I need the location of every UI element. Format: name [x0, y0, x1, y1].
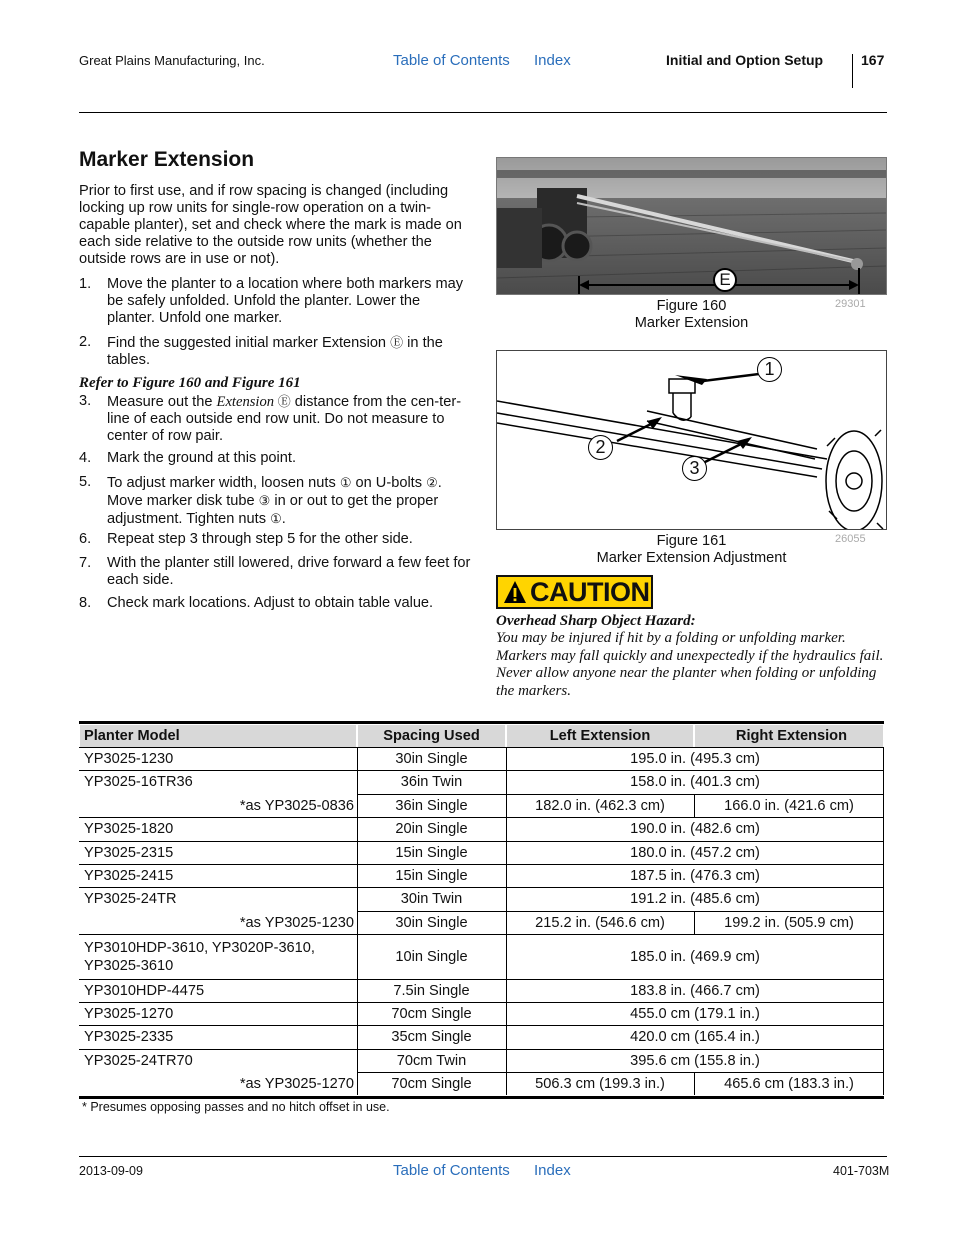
step-3: [79, 393, 471, 445]
table-cell-spacing: 70cm Twin: [396, 1052, 467, 1069]
table-cell-spacing: 15in Single: [395, 844, 468, 861]
table-column-divider: [357, 841, 358, 864]
step-8: [79, 595, 471, 612]
table-cell-right-extension: 199.2 in. (505.9 cm): [724, 914, 854, 931]
step-text: With the planter still lowered, drive forward a few feet for each side.: [107, 555, 471, 588]
table-header-cell: Planter Model: [80, 725, 356, 747]
table-cell-extension: 195.0 in. (495.3 cm): [630, 750, 760, 767]
step-number: 6.: [79, 531, 92, 547]
table-column-divider: [506, 794, 507, 817]
callout-e-symbol: Ⓔ: [274, 394, 291, 409]
table-column-divider: [506, 1002, 507, 1025]
table-column-divider: [694, 1072, 695, 1095]
step-number: 2.: [79, 334, 92, 350]
table-column-divider: [506, 934, 507, 979]
footer-index-link[interactable]: Index: [534, 1162, 571, 1179]
table-column-divider: [357, 934, 358, 979]
hazard-text: You may be injured if hit by a folding or unfolding marker. Markers may fall quickly and unexpectedly if the hydraulics fail. Never allow anyone near the planter when folding or unfolding the markers.: [496, 630, 884, 699]
step-text-part: in or out to get the proper adjustment. Tighten nuts: [107, 493, 439, 527]
page-title: Marker Extension: [79, 148, 255, 171]
callout-e-badge: E: [713, 268, 737, 292]
figure-161-id: 26055: [835, 533, 866, 545]
table-cell-model: YP3010HDP-4475: [84, 982, 205, 999]
table-cell-model: YP3025-1820: [84, 821, 174, 837]
table-column-divider: [357, 770, 358, 794]
step-text-part: distance from the cen-ter-line of each outside end row unit. Do not measure to center of row pair.: [107, 394, 462, 444]
table-cell-spacing: 36in Twin: [400, 774, 463, 790]
table-header-cell: Spacing Used: [358, 725, 505, 747]
table-cell-spacing: 36in Single: [395, 797, 468, 814]
step-2: [79, 334, 471, 369]
table-column-divider: [883, 887, 884, 911]
planter-marker-photo: [497, 158, 887, 295]
table-column-divider: [506, 817, 507, 841]
step-text-part: To adjust marker width, loosen nuts: [107, 475, 340, 491]
table-cell-right-extension: 166.0 in. (421.6 cm): [724, 797, 854, 814]
table-column-divider: [694, 911, 695, 934]
step-number: 5.: [79, 474, 92, 490]
table-column-divider: [357, 1025, 358, 1049]
table-cell-spacing: 30in Single: [395, 750, 468, 767]
warning-triangle-icon: [502, 577, 528, 607]
table-column-divider: [357, 1049, 358, 1072]
table-column-divider: [694, 794, 695, 817]
table-column-divider: [883, 841, 884, 864]
table-cell-model: YP3010HDP-3610, YP3020P-3610, YP3025-3610: [84, 939, 315, 974]
step-number: 1.: [79, 276, 92, 292]
table-cell-model: YP3025-1230: [84, 750, 174, 767]
table-cell-model: YP3025-2415: [84, 867, 174, 884]
footer-date: 2013-09-09: [79, 1164, 143, 1178]
section-title: Initial and Option Setup: [666, 52, 824, 68]
table-column-divider: [883, 747, 884, 770]
step-7: [79, 555, 471, 589]
footer-doc-number: 401-703M: [833, 1164, 890, 1178]
intro-paragraph: Prior to first use, and if row spacing is changed (including locking up row units for single-row operation on a twin-capable planter), set and check where the mark is made on each side relative to the outside row units (whether the outside rows are in use or not).: [79, 183, 462, 267]
step-text-part: Measure out the: [107, 394, 217, 410]
table-cell-model: *as YP3025-1230: [239, 914, 354, 931]
table-column-divider: [357, 979, 358, 1002]
table-column-divider: [506, 747, 507, 770]
table-column-divider: [506, 864, 507, 887]
table-column-divider: [883, 911, 884, 934]
table-cell-left-extension: 506.3 cm (199.3 in.): [535, 1075, 665, 1092]
footer-table-of-contents-link[interactable]: Table of Contents: [393, 1162, 510, 1179]
table-cell-left-extension: 215.2 in. (546.6 cm): [535, 914, 665, 931]
step-number: 7.: [79, 555, 92, 571]
callout-1-symbol: ①: [270, 511, 282, 526]
hazard-title: Overhead Sharp Object Hazard:: [496, 613, 696, 629]
callout-2-badge: 2: [588, 435, 613, 460]
step-5: [79, 474, 471, 528]
table-cell-extension: 190.0 in. (482.6 cm): [630, 821, 760, 837]
figure-160-caption: Marker Extension: [634, 315, 749, 331]
step-text-part: . Move marker disk tube: [107, 475, 442, 509]
callout-e-symbol: Ⓔ: [390, 335, 404, 350]
table-column-divider: [357, 747, 358, 770]
step-text: Check mark locations. Adjust to obtain table value.: [107, 595, 434, 611]
table-column-divider: [883, 1025, 884, 1049]
table-column-divider: [357, 864, 358, 887]
callout-2-symbol: ②: [426, 475, 438, 490]
table-cell-extension: 420.0 cm (165.4 in.): [630, 1029, 760, 1045]
caution-label: [496, 575, 653, 609]
table-cell-spacing: 70cm Single: [391, 1005, 472, 1022]
table-cell-model: *as YP3025-1270: [239, 1075, 354, 1092]
table-cell-spacing: 35cm Single: [391, 1029, 472, 1045]
table-cell-right-extension: 465.6 cm (183.3 in.): [724, 1075, 854, 1092]
table-bottom-rule: [79, 1096, 884, 1099]
header-divider: [852, 54, 853, 88]
table-header-cell: Left Extension: [507, 725, 693, 747]
table-cell-extension: 455.0 cm (179.1 in.): [630, 1005, 760, 1022]
step-text-part: Find the suggested initial marker Extension: [107, 335, 391, 351]
index-link[interactable]: Index: [534, 52, 571, 69]
table-cell-extension: 185.0 in. (469.9 cm): [630, 948, 760, 965]
callout-1-badge: 1: [757, 357, 782, 382]
table-column-divider: [357, 794, 358, 817]
company-name: Great Plains Manufacturing, Inc.: [79, 53, 265, 68]
table-column-divider: [506, 841, 507, 864]
table-cell-extension: 395.6 cm (155.8 in.): [630, 1052, 760, 1069]
extension-term: Extension: [216, 394, 275, 410]
table-column-divider: [506, 911, 507, 934]
table-cell-model: YP3025-16TR36: [84, 774, 193, 790]
step-text-part: on U-bolts: [351, 475, 427, 491]
table-top-rule: [79, 721, 884, 724]
table-cell-spacing: 10in Single: [395, 948, 468, 965]
table-cell-spacing: 70cm Single: [391, 1075, 472, 1092]
step-4: [79, 450, 471, 467]
table-cell-spacing: 30in Twin: [400, 891, 463, 907]
table-column-divider: [883, 770, 884, 794]
table-cell-extension: 180.0 in. (457.2 cm): [630, 844, 760, 861]
step-number: 4.: [79, 450, 92, 466]
table-cell-extension: 191.2 in. (485.6 cm): [630, 891, 760, 907]
figure-160-photo: [496, 157, 887, 295]
table-column-divider: [506, 887, 507, 911]
step-text: [79, 393, 471, 445]
callout-3-badge: 3: [682, 456, 707, 481]
table-column-divider: [506, 979, 507, 1002]
table-footnote: * Presumes opposing passes and no hitch offset in use.: [82, 1100, 390, 1114]
table-cell-extension: 158.0 in. (401.3 cm): [630, 774, 760, 790]
figure-160-id: 29301: [835, 298, 866, 310]
step-number: 8.: [79, 595, 92, 611]
table-cell-model: *as YP3025-0836: [239, 797, 354, 814]
table-column-divider: [506, 1025, 507, 1049]
callout-1-symbol: ①: [339, 475, 352, 490]
table-cell-extension: 187.5 in. (476.3 cm): [630, 867, 760, 884]
caution-word: CAUTION: [530, 576, 650, 607]
callout-3-symbol: ③: [258, 493, 271, 508]
table-column-divider: [506, 770, 507, 794]
table-column-divider: [883, 794, 884, 817]
table-cell-extension: 183.8 in. (466.7 cm): [630, 982, 760, 999]
table-column-divider: [883, 817, 884, 841]
table-column-divider: [357, 1072, 358, 1095]
table-cell-left-extension: 182.0 in. (462.3 cm): [535, 797, 665, 814]
table-cell-spacing: 20in Single: [395, 821, 468, 837]
table-column-divider: [357, 887, 358, 911]
table-header-cell: Right Extension: [695, 725, 883, 747]
table-column-divider: [883, 1002, 884, 1025]
step-text: Mark the ground at this point.: [107, 450, 297, 466]
table-cell-model: YP3025-2315: [84, 844, 174, 861]
table-column-divider: [883, 1049, 884, 1072]
table-cell-spacing: 7.5in Single: [393, 982, 470, 999]
table-cell-spacing: 15in Single: [395, 867, 468, 884]
step-1: [79, 276, 471, 327]
table-cell-model: YP3025-2335: [84, 1029, 174, 1045]
figure-160-label: Figure 160: [656, 298, 727, 314]
table-column-divider: [883, 1072, 884, 1095]
table-cell-model: YP3025-24TR70: [84, 1052, 193, 1069]
table-column-divider: [883, 864, 884, 887]
step-text: Move the planter to a location where both markers may be safely unfolded. Unfold the planter. Lower the planter. Unfold one marker.: [107, 276, 464, 326]
table-of-contents-link[interactable]: Table of Contents: [393, 52, 510, 69]
table-column-divider: [506, 1049, 507, 1072]
step-text-part: in the tables.: [107, 335, 443, 368]
table-column-divider: [357, 911, 358, 934]
table-cell-model: YP3025-24TR: [84, 891, 177, 907]
figure-161-caption: Marker Extension Adjustment: [596, 550, 787, 566]
table-column-divider: [883, 934, 884, 979]
step-text: [79, 334, 471, 369]
step-text: [79, 474, 471, 528]
page-number: 167: [861, 52, 885, 68]
marker-adjustment-drawing: [497, 351, 887, 530]
figure-reference: Refer to Figure 160 and Figure 161: [79, 375, 301, 391]
figure-161-drawing: [496, 350, 887, 530]
table-column-divider: [357, 1002, 358, 1025]
table-cell-spacing: 30in Single: [395, 914, 468, 931]
figure-161-label: Figure 161: [656, 533, 727, 549]
footer-rule: [79, 1156, 887, 1157]
table-column-divider: [357, 817, 358, 841]
step-number: 3.: [79, 393, 92, 409]
header-rule: [79, 112, 887, 113]
table-column-divider: [506, 1072, 507, 1095]
table-cell-model: YP3025-1270: [84, 1005, 174, 1022]
step-6: [79, 531, 471, 548]
step-text-part: .: [281, 511, 286, 527]
step-text: Repeat step 3 through step 5 for the other side.: [107, 531, 413, 547]
table-column-divider: [883, 979, 884, 1002]
